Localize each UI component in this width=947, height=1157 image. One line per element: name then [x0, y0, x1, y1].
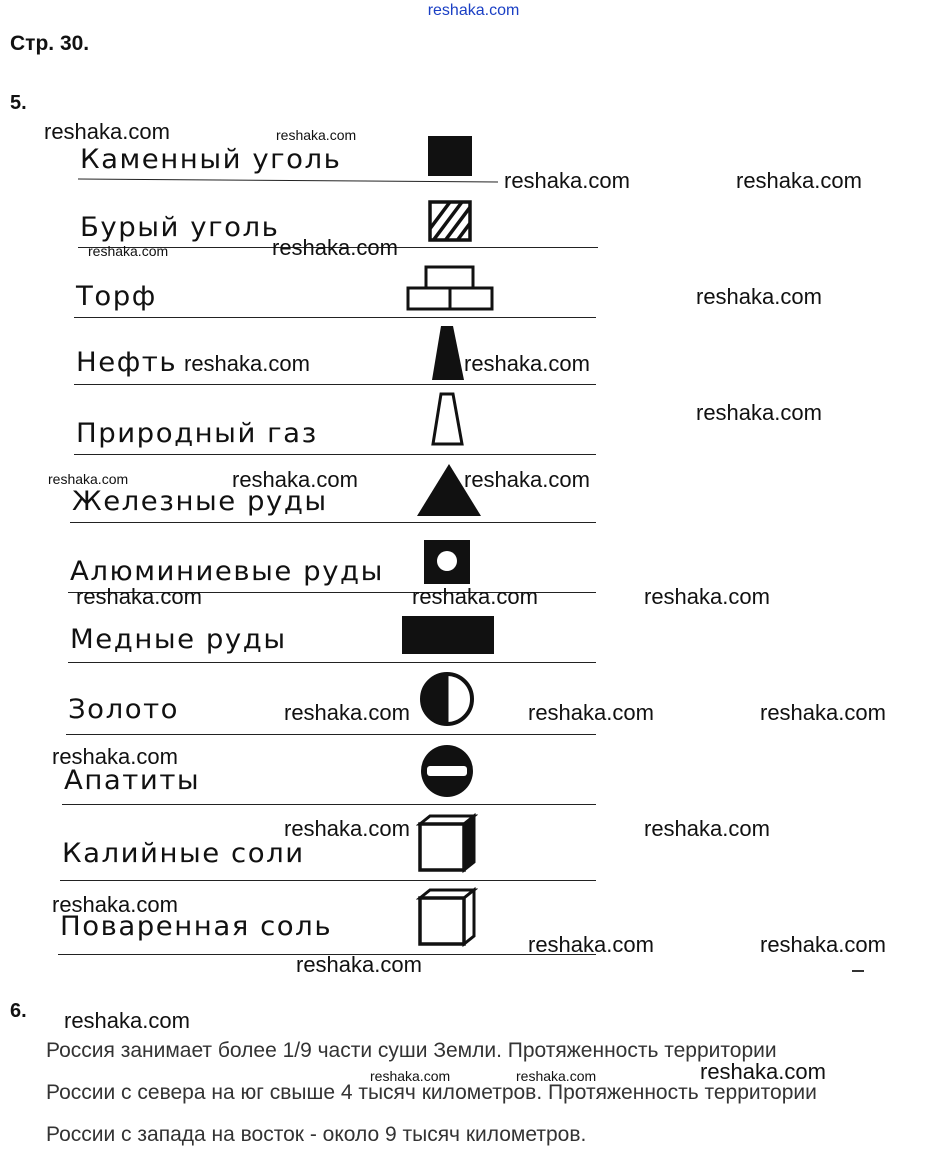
watermark: reshaka.com: [736, 168, 862, 193]
watermark: reshaka.com: [464, 351, 590, 376]
outline-cube-icon: [416, 886, 478, 948]
stray-mark: [852, 970, 864, 972]
legend-rule: [74, 317, 596, 318]
watermark: reshaka.com: [644, 816, 770, 841]
legend-rule: [78, 179, 498, 183]
legend-rule: [74, 384, 596, 385]
watermark: reshaka.com: [52, 744, 178, 769]
watermark: reshaka.com: [272, 235, 398, 260]
watermark: reshaka.com: [44, 119, 170, 144]
watermark: reshaka.com: [528, 700, 654, 725]
legend-label-apatites: Апатиты: [64, 765, 201, 796]
watermark: reshaka.com: [52, 892, 178, 917]
legend-label-brown-coal: Бурый уголь: [80, 212, 280, 243]
watermark: reshaka.com: [760, 932, 886, 957]
watermark: reshaka.com: [700, 1059, 826, 1084]
watermark: reshaka.com: [184, 351, 310, 376]
paragraph-line-2: России с севера на юг свыше 4 тысяч километров. Протяженность территории: [46, 1081, 817, 1104]
filled-square-icon: [426, 134, 474, 178]
watermark: reshaka.com: [48, 471, 129, 487]
legend-rule: [68, 662, 596, 663]
watermark: reshaka.com: [88, 243, 169, 259]
watermark: reshaka.com: [644, 584, 770, 609]
legend-rule: [60, 880, 596, 881]
legend-label-table-salt: Поваренная соль: [60, 911, 333, 942]
legend-label-oil: Нефть: [76, 347, 178, 378]
watermark: reshaka.com: [412, 584, 538, 609]
legend-rule: [62, 804, 596, 805]
watermark: reshaka.com: [760, 700, 886, 725]
watermark: reshaka.com: [464, 467, 590, 492]
watermark: reshaka.com: [696, 284, 822, 309]
filled-rectangle-icon: [400, 614, 496, 656]
watermark: reshaka.com: [284, 816, 410, 841]
legend-label-natural-gas: Природный газ: [76, 418, 318, 449]
task-number-6: 6.: [10, 1000, 27, 1022]
legend-label-peat: Торф: [76, 281, 157, 312]
circle-with-bar-icon: [418, 742, 476, 800]
watermark: reshaka.com: [232, 467, 358, 492]
watermark: reshaka.com: [296, 952, 422, 977]
watermark: reshaka.com: [370, 1068, 451, 1084]
hatched-square-icon: [426, 198, 474, 244]
watermark: reshaka.com: [696, 400, 822, 425]
paragraph-line-1: Россия занимает более 1/9 части суши Земли. Протяженность территории: [46, 1039, 777, 1062]
square-with-dot-icon: [422, 538, 472, 586]
watermark: reshaka.com: [76, 584, 202, 609]
brick-stack-icon: [404, 263, 496, 313]
cube-dark-side-icon: [416, 812, 478, 874]
outline-trapezoid-icon: [428, 390, 468, 448]
page-label: Стр. 30.: [10, 32, 90, 55]
watermark: reshaka.com: [504, 168, 630, 193]
legend-label-aluminium-ores: Алюминиевые руды: [70, 556, 384, 587]
watermark: reshaka.com: [528, 932, 654, 957]
watermark: reshaka.com: [516, 1068, 597, 1084]
filled-trapezoid-icon: [428, 323, 468, 383]
watermark: reshaka.com: [284, 700, 410, 725]
legend-label-hard-coal: Каменный уголь: [80, 144, 342, 175]
task-number-5: 5.: [10, 92, 27, 114]
legend-label-copper-ores: Медные руды: [70, 624, 287, 655]
paragraph-line-3: России с запада на восток - около 9 тысяч километров.: [46, 1123, 587, 1146]
legend-label-iron-ores: Железные руды: [72, 486, 328, 517]
legend-label-potash-salts: Калийные соли: [62, 838, 305, 869]
legend-rule: [74, 454, 596, 455]
legend-rule: [70, 522, 596, 523]
watermark: reshaka.com: [64, 1008, 190, 1033]
half-filled-circle-icon: [418, 670, 476, 728]
watermark: reshaka.com: [276, 127, 357, 143]
top-watermark: reshaka.com: [427, 2, 520, 19]
legend-label-gold: Золото: [68, 694, 180, 725]
legend-rule: [66, 734, 596, 735]
